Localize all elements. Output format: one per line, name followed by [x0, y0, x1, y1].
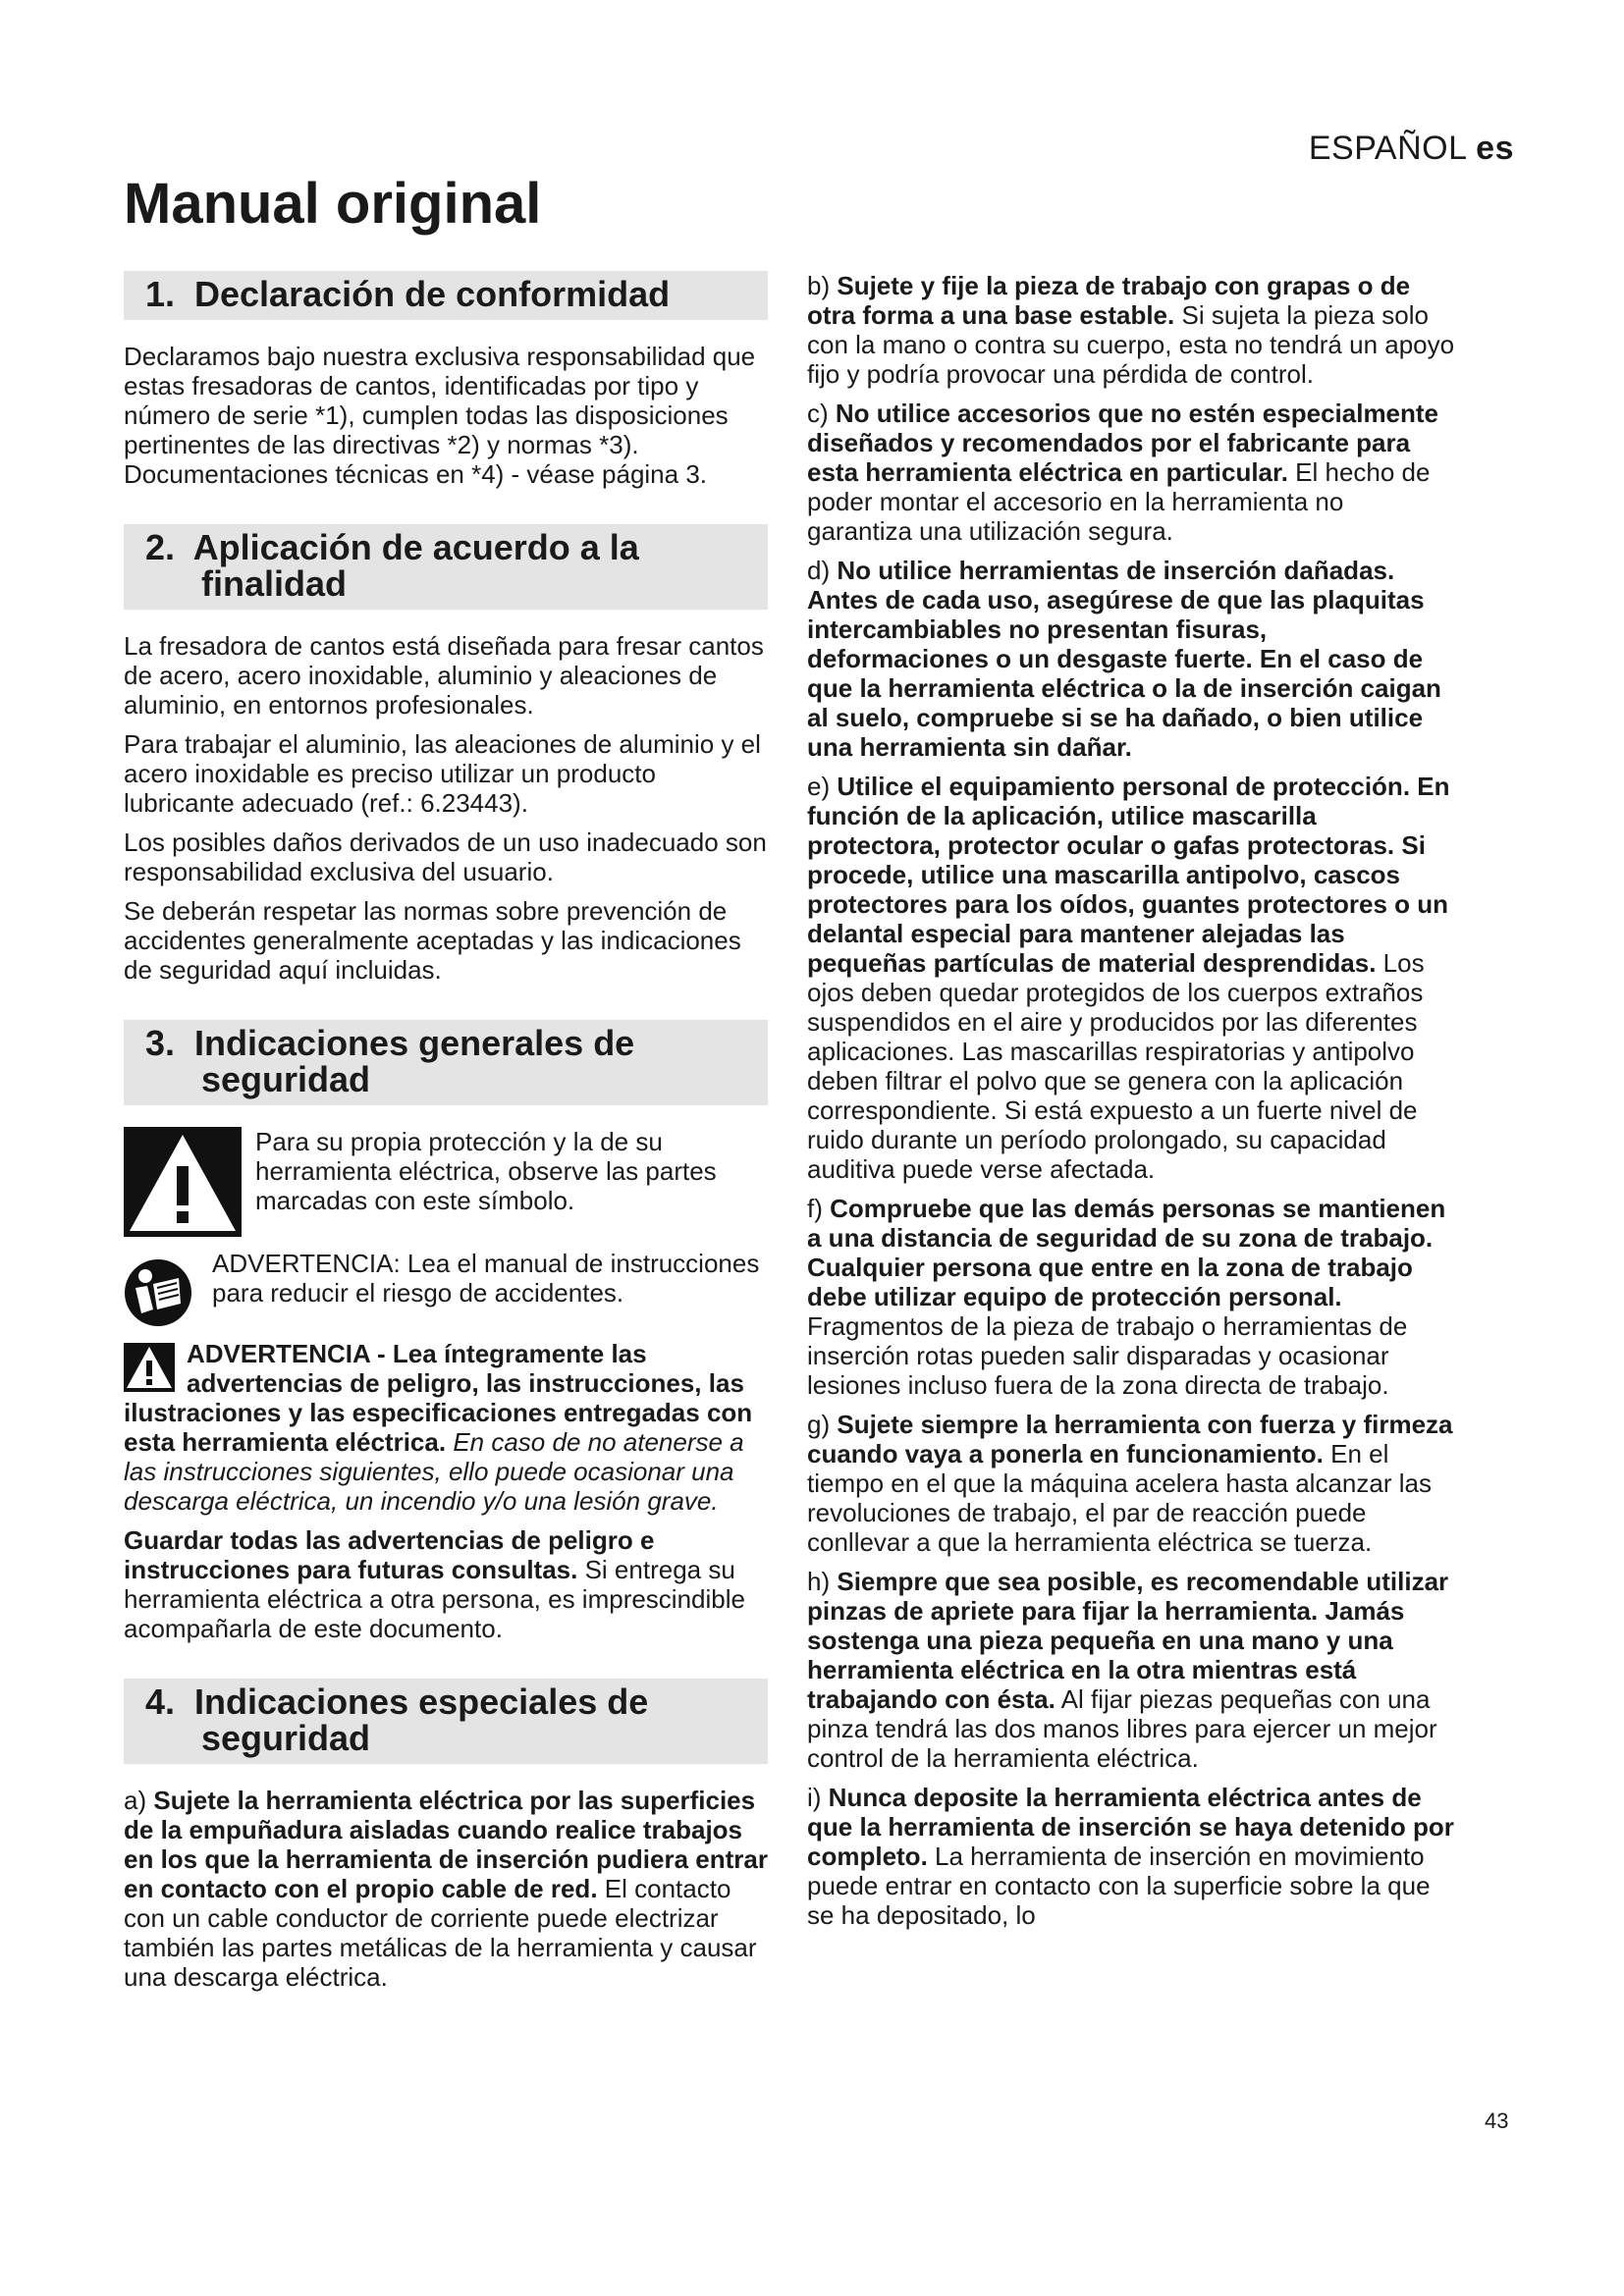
section-3-title-line2: seguridad	[201, 1059, 371, 1099]
section-4-title-line2: seguridad	[201, 1718, 371, 1758]
general-warning-bold: ADVERTENCIA - Lea íntegramente las advertencias de peligro, las instrucciones, las ilustraciones y las especificaciones entregadas con esta herramienta eléctrica.	[124, 1339, 753, 1457]
small-warning-icon	[124, 1343, 175, 1392]
safety-item-g	[807, 1410, 1455, 1557]
item-bold: Nunca deposite la herramienta eléctrica antes de que la herramienta de inserción se haya detenido por completo.	[807, 1783, 1454, 1871]
left-column	[124, 271, 768, 2002]
safety-item-f	[807, 1194, 1455, 1400]
item-text: Los ojos deben quedar protegidos de los cuerpos extraños suspendidos en el aire y producidos por las diferentes aplicaciones. Las mascarillas respiratorias y antipolvo deben filtrar el polvo que se genera con la aplicación correspondiente. Si está expuesto a un fuerte nivel de ruido durante un período prolongado, su capacidad auditiva puede verse afectada.	[807, 948, 1425, 1184]
section-1-number: 1.	[145, 274, 176, 314]
page-title: Manual original	[124, 172, 542, 236]
keep-instructions-text: Si entrega su herramienta eléctrica a otra persona, es imprescindible acompañarla de este documento.	[124, 1555, 745, 1643]
item-bold: Compruebe que las demás personas se mantienen a una distancia de seguridad de su zona de trabajo. Cualquier persona que entre en la zona de trabajo debe utilizar equipo de protección personal.	[807, 1194, 1446, 1311]
general-warning-paragraph	[124, 1339, 768, 1516]
section-2-title-line2: finalidad	[201, 563, 348, 604]
read-manual-note	[124, 1249, 768, 1327]
section-2-paragraph-3: Los posibles daños derivados de un uso inadecuado son responsabilidad exclusiva del usuario.	[124, 828, 767, 886]
section-4-heading	[124, 1679, 768, 1764]
item-label: g)	[807, 1410, 831, 1439]
safety-item-h	[807, 1567, 1455, 1773]
item-text: El hecho de poder montar el accesorio en la herramienta no garantiza una utilización segura.	[807, 457, 1431, 546]
safety-symbol-note	[124, 1127, 768, 1237]
section-1-paragraph: Declaramos bajo nuestra exclusiva responsabilidad que estas fresadoras de cantos, identificadas por tipo y número de serie *1), cumplen todas las disposiciones pertinentes de las directivas *2) y normas *3). Documentaciones técnicas en *4) - véase página 3.	[124, 342, 756, 489]
section-3-title-line1: Indicaciones generales de	[194, 1023, 635, 1063]
item-bold: Sujete la herramienta eléctrica por las superficies de la empuñadura aisladas cuando realice trabajos en los que la herramienta de inserción pudiera entrar en contacto con el propio cable de red.	[124, 1786, 768, 1903]
item-bold: No utilice accesorios que no estén especialmente diseñados y recomendados por el fabricante para esta herramienta eléctrica en particular.	[807, 399, 1439, 487]
keep-instructions-bold: Guardar todas las advertencias de peligro e instrucciones para futuras consultas.	[124, 1525, 655, 1584]
item-text: Fragmentos de la pieza de trabajo o herramientas de inserción rotas pueden salir disparadas y ocasionar lesiones incluso fuera de la zona directa de trabajo.	[807, 1311, 1408, 1400]
section-3-number: 3.	[145, 1023, 176, 1063]
item-bold: Utilice el equipamiento personal de protección. En función de la aplicación, utilice mascarilla protectora, protector ocular o gafas protectoras. Si procede, utilice una mascarilla antipolvo, cascos protectores para los oídos, guantes protectores o un delantal especial para mantener alejadas las pequeñas partículas de material desprendidas.	[807, 772, 1450, 978]
section-2-paragraph-2: Para trabajar el aluminio, las aleaciones de aluminio y el acero inoxidable es preciso utilizar un producto lubricante adecuado (ref.: 6.23443).	[124, 729, 761, 818]
safety-item-d	[807, 556, 1455, 762]
safety-item-e	[807, 772, 1455, 1184]
item-text: La herramienta de inserción en movimiento puede entrar en contacto con la superficie sobre la que se ha depositado, lo	[807, 1842, 1431, 1930]
item-label: i)	[807, 1783, 822, 1812]
language-code: es	[1476, 130, 1514, 167]
section-2-number: 2.	[145, 527, 176, 567]
item-text: En el tiempo en el que la máquina acelera hasta alcanzar las revoluciones de trabajo, el par de reacción puede conllevar a que la herramienta eléctrica se tuerza.	[807, 1439, 1432, 1557]
item-label: e)	[807, 772, 831, 801]
item-bold: Sujete siempre la herramienta con fuerza y firmeza cuando vaya a ponerla en funcionamiento.	[807, 1410, 1453, 1468]
section-4-number: 4.	[145, 1682, 176, 1722]
item-bold: Siempre que sea posible, es recomendable utilizar pinzas de apriete para fijar la herramienta. Jamás sostenga una pieza pequeña en una mano y una herramienta eléctrica en la otra mientras está trabajando con ésta.	[807, 1567, 1449, 1714]
keep-instructions-paragraph	[124, 1525, 768, 1643]
language-label: ESPAÑOL	[1308, 130, 1467, 167]
item-label: c)	[807, 399, 829, 428]
item-text: El contacto con un cable conductor de corriente puede electrizar también las partes metálicas de la herramienta y causar una descarga eléctrica.	[124, 1874, 757, 1992]
section-3-heading	[124, 1020, 768, 1105]
read-manual-text: : Lea el manual de instrucciones para reducir el riesgo de accidentes.	[212, 1249, 760, 1308]
section-2-paragraph-1: La fresadora de cantos está diseñada para fresar cantos de acero, acero inoxidable, aluminio y aleaciones de aluminio, en entornos profesionales.	[124, 631, 764, 720]
section-2-heading	[124, 524, 768, 610]
safety-item-c	[807, 399, 1455, 546]
warning-triangle-icon	[124, 1127, 242, 1237]
item-label: b)	[807, 271, 831, 300]
item-bold: No utilice herramientas de inserción dañadas. Antes de cada uso, asegúrese de que las plaquitas intercambiables no presentan fisuras, deformaciones o un desgaste fuerte. En el caso de que la herramienta eléctrica o la de inserción caigan al suelo, compruebe si se ha dañado, o bien utilice una herramienta sin dañar.	[807, 556, 1441, 762]
read-manual-icon	[124, 1258, 192, 1327]
page-number: 43	[1485, 2109, 1509, 2133]
item-label: h)	[807, 1567, 831, 1596]
item-label: f)	[807, 1194, 823, 1223]
read-manual-bold: ADVERTENCIA	[212, 1249, 394, 1278]
right-column	[807, 271, 1455, 1940]
item-label: a)	[124, 1786, 147, 1815]
item-label: d)	[807, 556, 831, 585]
safety-item-a	[124, 1786, 768, 1992]
section-1-heading	[124, 271, 768, 320]
language-header	[1309, 130, 1514, 168]
general-warning-italic: En caso de no atenerse a las instrucciones siguientes, ello puede ocasionar una descarga eléctrica, un incendio y/o una lesión grave.	[124, 1427, 744, 1516]
section-4-title-line1: Indicaciones especiales de	[194, 1682, 649, 1722]
safety-symbol-text: Para su propia protección y la de su herramienta eléctrica, observe las partes marcadas con este símbolo.	[255, 1127, 717, 1215]
item-text: Si sujeta la pieza solo con la mano o contra su cuerpo, esta no tendrá un apoyo fijo y podría provocar una pérdida de control.	[807, 300, 1455, 389]
item-bold: Sujete y fije la pieza de trabajo con grapas o de otra forma a una base estable.	[807, 271, 1411, 330]
section-1-title: Declaración de conformidad	[194, 274, 671, 314]
safety-item-b	[807, 271, 1455, 389]
section-2-paragraph-4: Se deberán respetar las normas sobre prevención de accidentes generalmente aceptadas y las indicaciones de seguridad aquí incluidas.	[124, 896, 741, 985]
safety-item-i	[807, 1783, 1455, 1930]
section-2-title-line1: Aplicación de acuerdo a la	[192, 527, 639, 567]
item-text: Al fijar piezas pequeñas con una pinza tendrá las dos manos libres para ejercer un mejor control de la herramienta eléctrica.	[807, 1684, 1437, 1773]
